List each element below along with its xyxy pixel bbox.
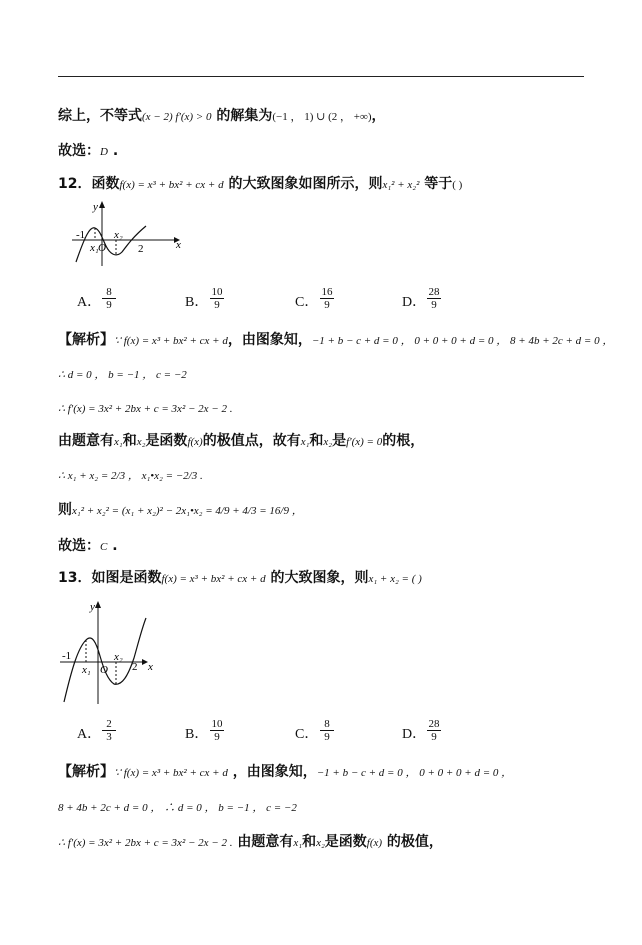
q12-answer-blank: ( ) [452, 179, 463, 191]
denominator: 9 [324, 731, 330, 743]
answer-end: . [107, 143, 119, 159]
q13-derivative: ∴ f′(x) = 3x² + 2bx + c = 3x² − 2x − 2 . [58, 837, 233, 849]
top-divider [58, 76, 584, 77]
numerator: 10 [211, 718, 223, 730]
q12-answer-line [58, 536, 118, 557]
q13-analysis-function: ∵ f(x) = x³ + bx² + cx + d [114, 767, 228, 779]
q12-text: 由题意有 [58, 433, 114, 449]
q13-x2: x₂ [316, 837, 325, 849]
q12-label-x2: x₂ [114, 229, 123, 241]
q13-stem-text: 的大致图象，则 [265, 570, 369, 586]
q13-option-d-label: D． [402, 727, 427, 742]
q12-y-label: y [93, 201, 98, 213]
q13-curve [64, 618, 146, 702]
denominator: 9 [431, 299, 437, 311]
q13-y-arrow [95, 601, 101, 608]
denominator: 9 [214, 731, 220, 743]
q13-analysis-line-3 [58, 832, 443, 853]
q12-option-b-value [210, 286, 224, 311]
q12-x1: x₁ [300, 436, 310, 448]
q12-text: 的根， [382, 433, 425, 449]
numerator: 2 [102, 718, 116, 731]
q13-text: 和 [302, 834, 317, 850]
q12-number: 12．函数 [58, 176, 120, 192]
q13-label-2: 2 [132, 661, 138, 673]
q13-y-label: y [90, 601, 95, 613]
q12-option-b-label: B． [185, 295, 209, 310]
q12-x2: x₂ [136, 436, 146, 448]
answer-end: . [107, 538, 118, 554]
q12-curve [76, 226, 146, 262]
conclusion-text: 综上，不等式 [58, 108, 142, 124]
q13-option-b-label: B． [185, 727, 209, 742]
q13-option-a-value [102, 718, 116, 743]
q12-coefficients: ∴ d = 0 ， b = −1 ， c = −2 [58, 369, 187, 381]
q13-option-a-label: A． [77, 727, 102, 742]
q12-analysis-equations: −1 + b − c + d = 0 ， 0 + 0 + 0 + d = 0 ， 8 + 4b + 2c + d = 0 ， [311, 335, 614, 347]
answer-line-prev [58, 141, 118, 162]
q13-number: 13．如图是函数 [58, 570, 162, 586]
q12-result: x₁² + x₂² = (x₁ + x₂)² − 2x₁•x₂ = 4/9 + 4/3 = 16/9 ， [72, 505, 303, 517]
q13-analysis-line-1 [58, 762, 512, 783]
q12-asked-expression: x₁² + x₂² [382, 179, 420, 191]
q12-function: f(x) = x³ + bx² + cx + d [119, 179, 224, 191]
q12-label-x1: x₁ [90, 242, 99, 254]
q13-option-c-label: C． [295, 727, 319, 742]
numerator: 28 [428, 286, 440, 298]
q13-coefficients: 8 + 4b + 2c + d = 0 ， ∴ d = 0 ， b = −1 ， c = −2 [58, 802, 297, 814]
denominator: 9 [214, 299, 220, 311]
q12-text: 则 [58, 502, 72, 518]
inequality: (x − 2) f′(x) > 0 [142, 111, 212, 123]
q13-stem [58, 568, 422, 589]
q12-option-d-value [427, 286, 441, 311]
q12-label-origin: O [98, 242, 106, 254]
q12-analysis-function: ∵ f(x) = x³ + bx² + cx + d [114, 335, 228, 347]
q13-label-x2: x₂ [114, 651, 123, 663]
solution-set: (−1 ， 1) ∪ (2 ， +∞) [272, 111, 372, 123]
q12-vieta: ∴ x₁ + x₂ = 2/3 ， x₁•x₂ = −2/3 . [58, 470, 203, 482]
q13-option-c-value [320, 718, 334, 743]
answer-choice: D [100, 146, 108, 158]
q13-analysis-line-2 [58, 797, 297, 818]
q12-option-c-label: C． [295, 295, 319, 310]
q12-option-a-value [102, 286, 116, 311]
q12-analysis-line-6 [58, 500, 303, 521]
numerator: 10 [211, 286, 223, 298]
q12-text: 是 [332, 433, 347, 449]
q13-x1: x₁ [293, 837, 303, 849]
q13-fx: f(x) [366, 837, 383, 849]
q12-analysis-line-1 [58, 330, 613, 351]
q12-x2: x₂ [323, 436, 333, 448]
q12-stem-text-2: 等于 [419, 176, 453, 192]
q12-x-label: x [176, 239, 181, 251]
q12-function-graph [70, 196, 182, 268]
q12-label-neg1: -1 [76, 229, 86, 241]
q13-text: 由题意有 [232, 834, 294, 850]
answer-label: 故选： [58, 143, 100, 159]
solution-end: ， [371, 108, 386, 124]
q12-option-d-label: D． [402, 295, 427, 310]
q12-analysis-text: ，由图象知， [227, 332, 312, 348]
q13-x-label: x [148, 661, 153, 673]
q12-analysis-line-5 [58, 465, 203, 486]
q12-label-2: 2 [138, 243, 144, 255]
q12-text: 和 [309, 433, 324, 449]
q13-label-origin: O [100, 664, 108, 676]
q12-option-c-value [320, 286, 334, 311]
q13-text: 是函数 [324, 834, 367, 850]
denominator: 9 [324, 299, 330, 311]
q12-analysis-line-4 [58, 431, 424, 452]
q12-analysis-label: 【解析】 [58, 332, 114, 348]
q12-derivative: ∴ f′(x) = 3x² + 2bx + c = 3x² − 2x − 2 . [58, 403, 233, 415]
q12-analysis-line-2 [58, 364, 187, 385]
q12-derivative-zero: f′(x) = 0 [346, 436, 383, 448]
q12-text: 和 [122, 433, 137, 449]
numerator: 28 [428, 718, 440, 730]
q12-text: 的极值点，故有 [202, 433, 301, 449]
numerator: 16 [321, 286, 333, 298]
answer-choice: C [100, 541, 108, 553]
q12-x1: x₁ [114, 436, 123, 448]
q13-analysis-equations: −1 + b − c + d = 0 ， 0 + 0 + 0 + d = 0 ， [316, 767, 513, 779]
q12-stem [58, 174, 462, 195]
answer-label: 故选： [58, 538, 100, 554]
denominator: 9 [106, 299, 112, 311]
denominator: 3 [106, 731, 112, 743]
q13-analysis-text: ，由图象知， [227, 764, 317, 780]
q13-text: 的极值， [382, 834, 443, 850]
q12-stem-text: 的大致图象如图所示，则 [223, 176, 383, 192]
q12-y-arrow [99, 201, 105, 208]
q12-analysis-line-3 [58, 398, 232, 419]
q13-analysis-label: 【解析】 [58, 764, 114, 780]
q13-label-x1: x₁ [82, 664, 91, 676]
q12-fx: f(x) [187, 436, 203, 448]
q13-option-b-value [210, 718, 224, 743]
q12-text: 是函数 [145, 433, 188, 449]
solution-prefix: 的解集为 [211, 108, 273, 124]
conclusion-line [58, 106, 385, 127]
q13-function-graph [58, 598, 162, 706]
denominator: 9 [431, 731, 437, 743]
numerator: 8 [102, 286, 116, 299]
q13-function: f(x) = x³ + bx² + cx + d [161, 573, 266, 585]
q13-asked-expression: x₁ + x₂ = ( ) [368, 573, 422, 585]
numerator: 8 [320, 718, 334, 731]
q13-option-d-value [427, 718, 441, 743]
q12-option-a-label: A． [77, 295, 102, 310]
q13-label-neg1: -1 [62, 650, 72, 662]
